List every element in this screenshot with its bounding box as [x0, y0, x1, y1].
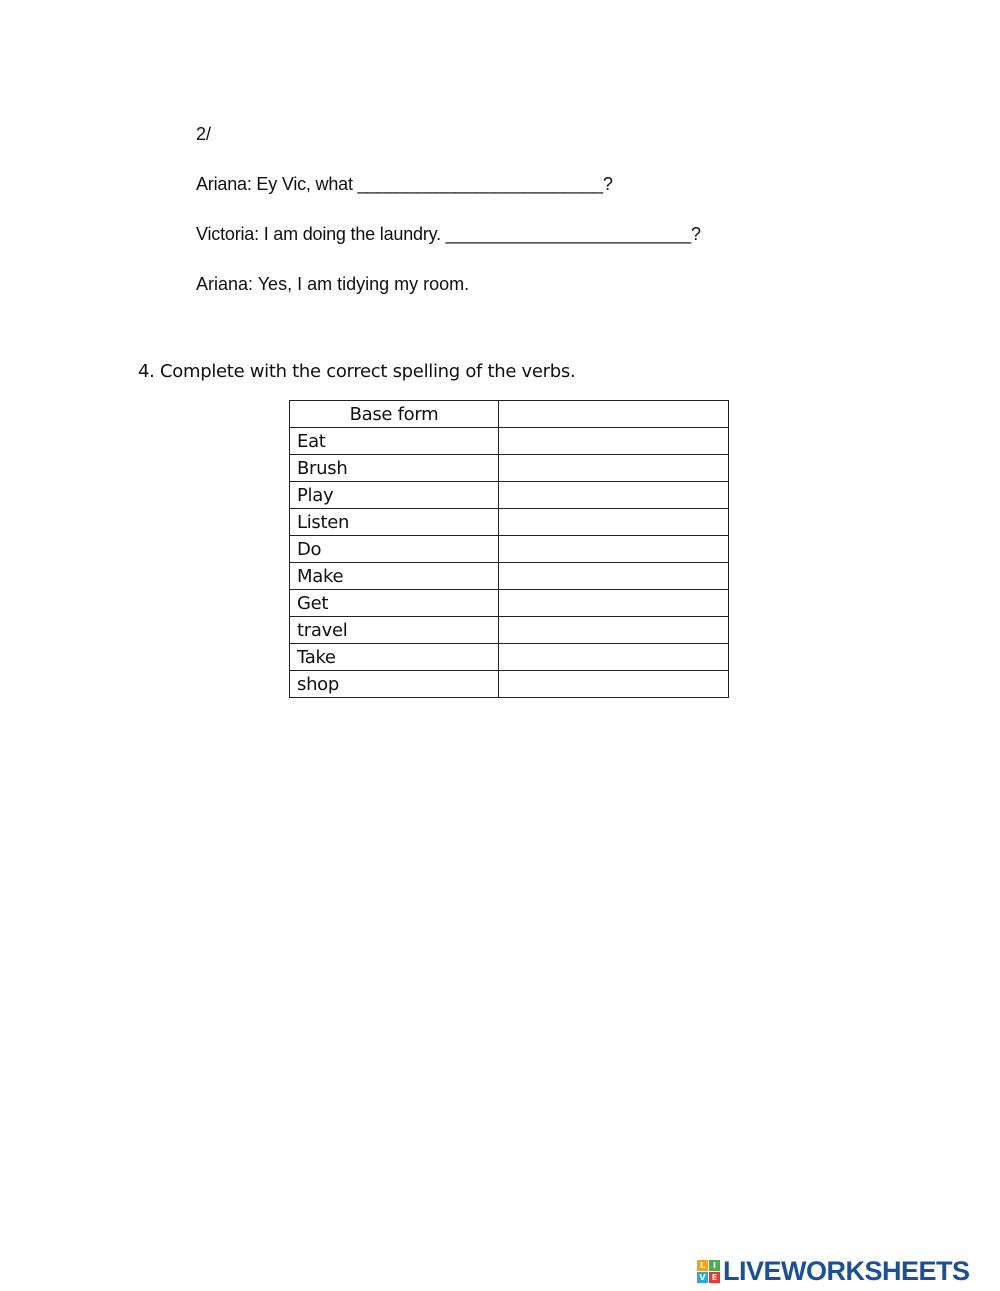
answer-cell[interactable] — [499, 563, 729, 590]
verb-cell: Brush — [290, 455, 499, 482]
verb-cell: Play — [290, 482, 499, 509]
dialogue-line-2: Victoria: I am doing the laundry. _________________________? — [196, 224, 701, 244]
answer-cell[interactable] — [499, 509, 729, 536]
answer-cell[interactable] — [499, 671, 729, 698]
verb-cell: Eat — [290, 428, 499, 455]
verb-cell: Get — [290, 590, 499, 617]
logo-letter-l: L — [697, 1260, 708, 1271]
exercise-4-instruction: 4. Complete with the correct spelling of the verbs. — [138, 361, 576, 382]
table-row — [290, 617, 729, 644]
verb-spelling-table — [289, 400, 729, 698]
liveworksheets-logo[interactable] — [697, 1255, 970, 1287]
table-row — [290, 590, 729, 617]
exercise-number: 2/ — [196, 124, 212, 144]
dialogue-line-3: Ariana: Yes, I am tidying my room. — [196, 274, 470, 294]
logo-letter-i: I — [709, 1260, 720, 1271]
verb-cell: travel — [290, 617, 499, 644]
table-row — [290, 536, 729, 563]
table-row — [290, 509, 729, 536]
verb-cell: Make — [290, 563, 499, 590]
table-row — [290, 455, 729, 482]
answer-cell[interactable] — [499, 590, 729, 617]
brand-text: LIVEWORKSHEETS — [723, 1255, 970, 1286]
verb-cell: Do — [290, 536, 499, 563]
verb-cell: Take — [290, 644, 499, 671]
answer-cell[interactable] — [499, 644, 729, 671]
verb-cell: shop — [290, 671, 499, 698]
table-row — [290, 428, 729, 455]
answer-cell[interactable] — [499, 428, 729, 455]
table-header-base-form: Base form — [290, 401, 499, 428]
logo-letter-v: V — [697, 1272, 708, 1283]
answer-cell[interactable] — [499, 536, 729, 563]
table-row — [290, 563, 729, 590]
answer-cell[interactable] — [499, 482, 729, 509]
answer-cell[interactable] — [499, 455, 729, 482]
verb-cell: Listen — [290, 509, 499, 536]
answer-cell[interactable] — [499, 617, 729, 644]
logo-letter-e: E — [709, 1272, 720, 1283]
table-row — [290, 644, 729, 671]
table-row — [290, 482, 729, 509]
dialogue-line-1: Ariana: Ey Vic, what _________________________? — [196, 174, 613, 194]
table-header-row — [290, 401, 729, 428]
liveworksheets-logo-icon — [697, 1260, 720, 1283]
table-row — [290, 671, 729, 698]
table-header-answer — [499, 401, 729, 428]
